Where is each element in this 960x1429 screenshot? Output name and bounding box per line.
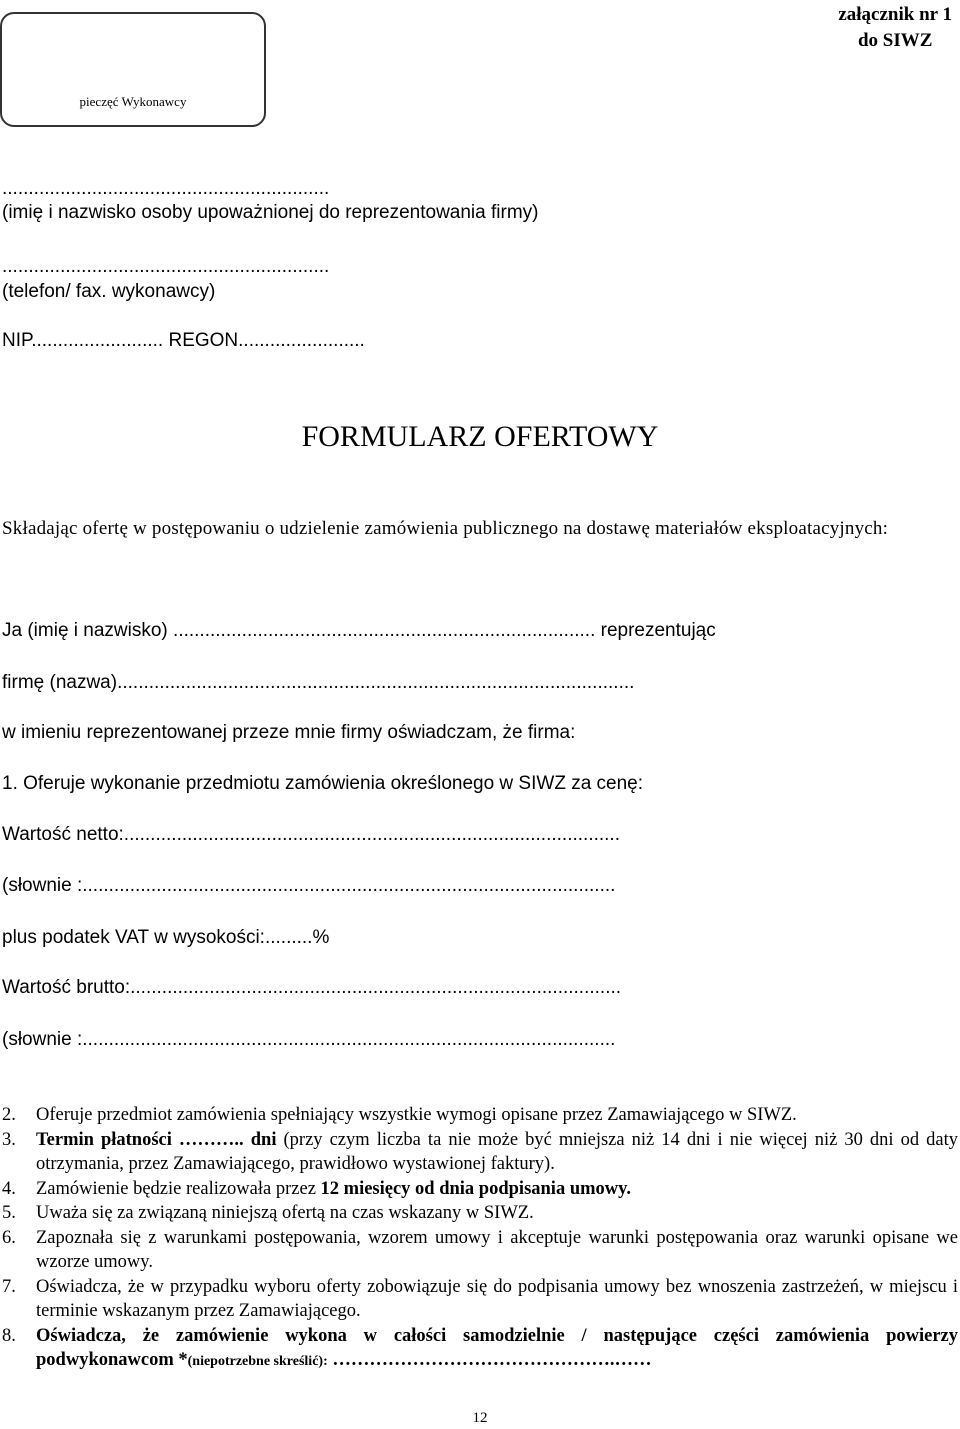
item-number: 6. [2, 1227, 16, 1248]
subcontract-text: Oświadcza, że zamówienie wykona w całości samodzielnie / następujące części zamówienia powierzy podwykonawcom * [36, 1325, 958, 1370]
list-item [2, 1103, 958, 1128]
stamp-label: pieczęć Wykonawcy [79, 94, 187, 109]
item-text: Oferuje przedmiot zamówienia spełniający wszystkie wymogi opisane przez Zamawiającego w SIWZ. [36, 1105, 797, 1125]
list-item [2, 1324, 958, 1375]
net-words-field: (słownie :..................................................................................................... [2, 875, 616, 896]
net-value-field: Wartość netto:.............................................................................................. [2, 824, 620, 845]
list-item [2, 1128, 958, 1177]
name-dots: .............................................................. [2, 178, 330, 199]
list-item [2, 1177, 958, 1202]
name-label: (imię i nazwisko osoby upoważnionej do reprezentowania firmy) [2, 202, 539, 223]
name-field: Ja (imię i nazwisko) ................................................................................ reprezentując [2, 620, 716, 641]
item-text [36, 1177, 958, 1202]
price-intro: 1. Oferuje wykonanie przedmiotu zamówienia określonego w SIWZ za cenę: [2, 773, 644, 794]
page-number: 12 [472, 1410, 488, 1426]
declarations-list [2, 1103, 958, 1375]
gross-words-field: (słownie :..................................................................................................... [2, 1029, 616, 1050]
list-item [2, 1226, 958, 1275]
item-text: Oświadcza, że w przypadku wyboru oferty zobowiązuje się do podpisania umowy bez wnoszenia zastrzeżeń, w miejscu i terminie wskazanym przez Zamawiającego. [36, 1276, 958, 1321]
declaration-text: w imieniu reprezentowanej przeze mnie firmy oświadczam, że firma: [2, 722, 576, 743]
item-text [36, 1128, 958, 1177]
item-text: Zapoznała się z warunkami postępowania, wzorem umowy i akceptuje warunki postępowania oraz warunki opisane we wzorze umowy. [36, 1227, 958, 1272]
payment-term-note: (przy czym liczba ta nie może być mniejsza niż 14 dni i nie więcej niż 30 dni od daty otrzymania, przez Zamawiającego, prawidłowo wystawionej faktury). [36, 1129, 958, 1174]
payment-term-label: Termin płatności ……….. [36, 1129, 244, 1150]
item-number: 5. [2, 1203, 16, 1223]
attachment-line2: do SIWZ [857, 30, 933, 51]
phone-label: (telefon/ fax. wykonawcy) [2, 281, 216, 302]
list-item [2, 1275, 958, 1324]
contractor-stamp-box [0, 12, 266, 127]
subcontract-dots: ……………………………………….…… [327, 1350, 652, 1370]
list-item [2, 1201, 958, 1226]
duration-value: 12 miesięcy od dnia podpisania umowy. [320, 1178, 631, 1199]
item-number: 2. [2, 1105, 16, 1125]
item-number: 3. [2, 1129, 16, 1150]
nip-regon: NIP......................... REGON........................ [2, 330, 365, 351]
phone-dots: .............................................................. [2, 256, 330, 277]
item-number: 8. [2, 1325, 16, 1346]
vat-field: plus podatek VAT w wysokości:.........% [2, 927, 330, 948]
item-number: 4. [2, 1178, 16, 1199]
attachment-label [838, 2, 952, 54]
gross-value-field: Wartość brutto:............................................................................................. [2, 977, 622, 998]
payment-term-days: dni [243, 1129, 277, 1150]
company-field: firmę (nazwa).................................................................................................. [2, 672, 635, 693]
item-text: Uważa się za związaną niniejszą ofertą na czas wskazany w SIWZ. [36, 1203, 534, 1223]
page-title: FORMULARZ OFERTOWY [301, 420, 659, 453]
subcontract-note: (niepotrzebne skreślić): [187, 1354, 328, 1369]
intro-text: Składając ofertę w postępowaniu o udzielenie zamówienia publicznego na dostawę materiałów eksploatacyjnych: [2, 518, 889, 539]
attachment-line1: załącznik nr 1 [838, 4, 952, 25]
item-number: 7. [2, 1276, 16, 1297]
item-text [36, 1324, 958, 1375]
duration-text: Zamówienie będzie realizowała przez [36, 1178, 321, 1199]
